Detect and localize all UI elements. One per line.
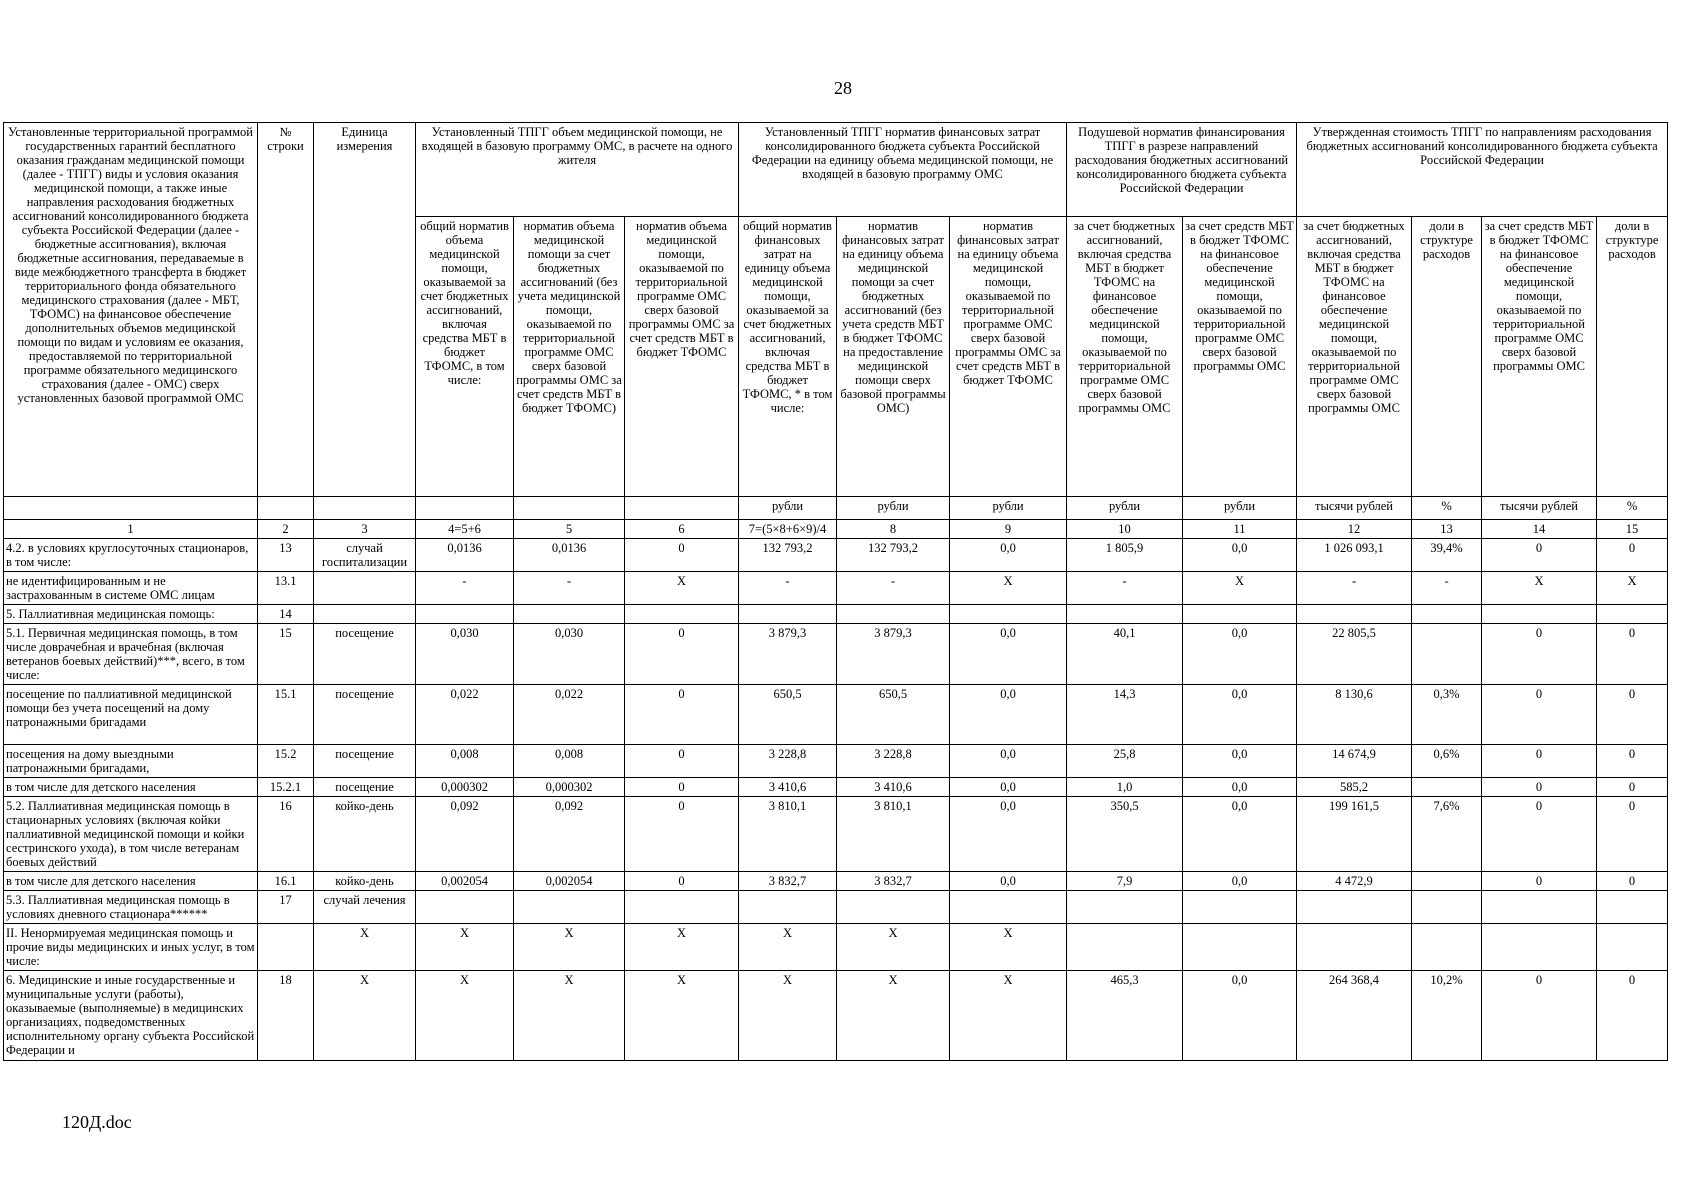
table-cell: 3 832,7 [837, 872, 950, 891]
table-cell [1297, 891, 1412, 924]
table-cell: 0,0 [1183, 971, 1297, 1061]
table-cell: 0,0136 [514, 539, 625, 572]
unit-cell: рубли [739, 497, 837, 520]
table-cell: X [514, 971, 625, 1061]
row-description: посещения на дому выездными патронажными бригадами, [4, 745, 258, 778]
table-cell: 0 [1597, 872, 1668, 891]
table-cell: посещение [314, 685, 416, 745]
table-cell: 0,0 [950, 539, 1067, 572]
table-cell [1597, 924, 1668, 971]
table-cell: 0 [625, 745, 739, 778]
table-cell: X [314, 924, 416, 971]
header-sub-11: за счет средств МБТ в бюджет ТФОМС на финансовое обеспечение медицинской помощи, оказываемой по территориальной программе ОМС сверх базовой программы ОМС [1183, 217, 1297, 497]
row-number: 13.1 [258, 572, 314, 605]
table-cell: посещение [314, 624, 416, 685]
row-description: не идентифицированным и не застрахованным в системе ОМС лицам [4, 572, 258, 605]
units-row [4, 497, 1668, 520]
table-cell: 0 [625, 778, 739, 797]
col-number: 7=(5×8+6×9)/4 [739, 520, 837, 539]
table-cell: 7,6% [1412, 797, 1482, 872]
table-cell: 0 [625, 685, 739, 745]
table-row [4, 778, 1668, 797]
table-cell [1482, 924, 1597, 971]
table-cell [514, 605, 625, 624]
unit-cell: рубли [1183, 497, 1297, 520]
table-cell: 0,000302 [514, 778, 625, 797]
table-cell: X [837, 924, 950, 971]
row-description: 6. Медицинские и иные государственные и муниципальные услуги (работы), оказываемые (выполняемые) в медицинских организациях, подведомственных исполнительному органу субъекта Российской Федерации и [4, 971, 258, 1061]
table-cell: - [514, 572, 625, 605]
table-cell [837, 605, 950, 624]
table-cell: 650,5 [837, 685, 950, 745]
table-cell [1067, 924, 1183, 971]
table-cell [1067, 891, 1183, 924]
table-cell: 0 [1597, 745, 1668, 778]
table-cell: 0,0 [950, 624, 1067, 685]
table-cell: - [1412, 572, 1482, 605]
table-cell: 3 410,6 [837, 778, 950, 797]
col-number: 5 [514, 520, 625, 539]
table-cell [314, 605, 416, 624]
table-cell: 0,3% [1412, 685, 1482, 745]
table-cell: 0 [1482, 539, 1597, 572]
table-cell: X [950, 971, 1067, 1061]
col-number: 15 [1597, 520, 1668, 539]
table-cell: X [950, 924, 1067, 971]
table-row [4, 872, 1668, 891]
col-number: 10 [1067, 520, 1183, 539]
table-cell [1183, 891, 1297, 924]
unit-cell [258, 497, 314, 520]
row-number: 15 [258, 624, 314, 685]
col-number: 3 [314, 520, 416, 539]
table-cell: 0,0 [1183, 685, 1297, 745]
table-cell: 39,4% [1412, 539, 1482, 572]
table-cell: 0 [625, 539, 739, 572]
table-cell [416, 891, 514, 924]
table-cell: 0,008 [416, 745, 514, 778]
table-cell [1183, 605, 1297, 624]
table-cell: X [739, 971, 837, 1061]
table-cell: X [837, 971, 950, 1061]
row-description: в том числе для детского населения [4, 872, 258, 891]
table-cell [1183, 924, 1297, 971]
table-cell: 0,008 [514, 745, 625, 778]
table-cell [1482, 891, 1597, 924]
header-per-capita-group: Подушевой норматив финансирования ТПГГ в разрезе направлений расходования бюджетных ассигнований консолидированного бюджета субъекта Российской Федерации [1067, 123, 1297, 217]
table-cell: 0,0 [950, 745, 1067, 778]
table-cell: 0,002054 [416, 872, 514, 891]
table-cell [739, 605, 837, 624]
table-cell: 1 026 093,1 [1297, 539, 1412, 572]
table-cell: 3 832,7 [739, 872, 837, 891]
table-cell: 0,0 [950, 685, 1067, 745]
row-number: 14 [258, 605, 314, 624]
table-row [4, 624, 1668, 685]
table-row [4, 797, 1668, 872]
header-sub-9: норматив финансовых затрат на единицу объема медицинской помощи, оказываемой по территориальной программе ОМС сверх базовой программы ОМС за счет средств МБТ в бюджет ТФОМС [950, 217, 1067, 497]
table-row [4, 685, 1668, 745]
header-row-number: № строки [258, 123, 314, 497]
table-cell: X [950, 572, 1067, 605]
table-cell: 0,0 [1183, 745, 1297, 778]
table-cell: койко-день [314, 797, 416, 872]
table-cell: 0,022 [514, 685, 625, 745]
table-cell: 585,2 [1297, 778, 1412, 797]
table-cell: X [416, 971, 514, 1061]
table-cell [514, 891, 625, 924]
table-cell: посещение [314, 778, 416, 797]
table-cell: 0,0 [950, 872, 1067, 891]
unit-cell [625, 497, 739, 520]
table-cell: 14,3 [1067, 685, 1183, 745]
unit-cell: тысячи рублей [1482, 497, 1597, 520]
header-sub-4: общий норматив объема медицинской помощи, оказываемой за счет бюджетных ассигнований, включая средства МБТ в бюджет ТФОМС, в том числе: [416, 217, 514, 497]
table-cell: - [837, 572, 950, 605]
unit-cell: рубли [837, 497, 950, 520]
table-cell: 650,5 [739, 685, 837, 745]
table-cell: 0 [1597, 797, 1668, 872]
table-cell: 0,0 [1183, 539, 1297, 572]
table-cell [837, 891, 950, 924]
row-number: 15.2.1 [258, 778, 314, 797]
col-number: 6 [625, 520, 739, 539]
header-sub-14: за счет средств МБТ в бюджет ТФОМС на финансовое обеспечение медицинской помощи, оказываемой по территориальной программе ОМС сверх базовой программы ОМС [1482, 217, 1597, 497]
table-cell [625, 891, 739, 924]
header-approved-cost-group: Утвержденная стоимость ТПГГ по направлениям расходования бюджетных ассигнований консолидированного бюджета субъекта Российской Федерации [1297, 123, 1668, 217]
table-cell [314, 572, 416, 605]
table-cell: 0,092 [416, 797, 514, 872]
unit-cell: тысячи рублей [1297, 497, 1412, 520]
table-cell: 3 228,8 [837, 745, 950, 778]
table-cell: 0,0 [1183, 797, 1297, 872]
row-number: 13 [258, 539, 314, 572]
col-number: 11 [1183, 520, 1297, 539]
table-cell: 199 161,5 [1297, 797, 1412, 872]
table-cell: X [739, 924, 837, 971]
table-cell: 0,030 [514, 624, 625, 685]
table-cell: 0 [625, 624, 739, 685]
table-cell: 0 [1597, 624, 1668, 685]
table-cell: 3 879,3 [837, 624, 950, 685]
table-body [4, 539, 1668, 1061]
table-cell: 132 793,2 [739, 539, 837, 572]
table-cell [739, 891, 837, 924]
table-cell: 0,0 [950, 778, 1067, 797]
table-cell: 1 805,9 [1067, 539, 1183, 572]
table-cell: койко-день [314, 872, 416, 891]
col-number: 4=5+6 [416, 520, 514, 539]
table-cell: 3 228,8 [739, 745, 837, 778]
table-cell: 0 [1597, 539, 1668, 572]
table-cell [625, 605, 739, 624]
table-cell: посещение [314, 745, 416, 778]
header-sub-15: доли в структуре расходов [1597, 217, 1668, 497]
table-cell: 0,000302 [416, 778, 514, 797]
table-cell [1412, 872, 1482, 891]
col-number: 12 [1297, 520, 1412, 539]
table-cell: 3 810,1 [739, 797, 837, 872]
table-cell: 0 [1482, 745, 1597, 778]
header-volume-group: Установленный ТПГГ объем медицинской помощи, не входящей в базовую программу ОМС, в расчете на одного жителя [416, 123, 739, 217]
table-cell: 8 130,6 [1297, 685, 1412, 745]
table-cell: 0,002054 [514, 872, 625, 891]
row-description: 5.1. Первичная медицинская помощь, в том числе доврачебная и врачебная (включая ветеранов боевых действий)***, всего, в том числе: [4, 624, 258, 685]
table-cell: - [739, 572, 837, 605]
unit-cell: рубли [950, 497, 1067, 520]
table-cell: - [416, 572, 514, 605]
table-cell: 3 810,1 [837, 797, 950, 872]
row-description: 5. Паллиативная медицинская помощь: [4, 605, 258, 624]
table-cell [1297, 924, 1412, 971]
table-cell: 0,0 [1183, 872, 1297, 891]
row-description: II. Ненормируемая медицинская помощь и прочие виды медицинских и иных услуг, в том числе: [4, 924, 258, 971]
table-row [4, 891, 1668, 924]
header-sub-6: норматив объема медицинской помощи, оказываемой по территориальной программе ОМС сверх базовой программы ОМС за счет средств МБТ в бюджет ТФОМС [625, 217, 739, 497]
table-cell: 465,3 [1067, 971, 1183, 1061]
table-cell: 10,2% [1412, 971, 1482, 1061]
table-cell: 7,9 [1067, 872, 1183, 891]
header-unit: Единица измерения [314, 123, 416, 497]
table-cell: случай лечения [314, 891, 416, 924]
row-description: 4.2. в условиях круглосуточных стационаров, в том числе: [4, 539, 258, 572]
table-cell: 0,6% [1412, 745, 1482, 778]
table-cell [1412, 778, 1482, 797]
row-description: 5.3. Паллиативная медицинская помощь в условиях дневного стационара****** [4, 891, 258, 924]
table-cell: X [625, 924, 739, 971]
page-number: 28 [834, 78, 852, 98]
table-cell: случай госпитализации [314, 539, 416, 572]
table-cell: X [416, 924, 514, 971]
unit-cell [514, 497, 625, 520]
table-cell: 0 [1597, 778, 1668, 797]
row-number: 15.2 [258, 745, 314, 778]
col-number: 13 [1412, 520, 1482, 539]
col-number: 9 [950, 520, 1067, 539]
table-cell [950, 891, 1067, 924]
table-cell [1597, 891, 1668, 924]
table-cell: 0 [1482, 872, 1597, 891]
unit-cell [314, 497, 416, 520]
table-cell [1067, 605, 1183, 624]
table-cell: 0 [1597, 971, 1668, 1061]
unit-cell [416, 497, 514, 520]
table-cell: 0,092 [514, 797, 625, 872]
header-sub-5: норматив объема медицинской помощи за счет бюджетных ассигнований (без учета медицинской помощи, оказываемой по территориальной программе ОМС сверх базовой программы ОМС за счет средств МБТ в бюджет ТФОМС) [514, 217, 625, 497]
header-description: Установленные территориальной программой государственных гарантий бесплатного оказания гражданам медицинской помощи (далее - ТПГГ) виды и условия оказания медицинской помощи, а также иные направления расходования бюджетных ассигнований консолидированного бюджета субъекта Российской Федерации (далее - бюджетные ассигнования), включая бюджетные ассигнования, передаваемые в виде межбюджетного трансферта в бюджет территориального фонда обязательного медицинского страхования (далее - МБТ, ТФОМС) на финансовое обеспечение дополнительных объемов медицинской помощи по видам и условиям ее оказания, предоставляемой по территориальной программе обязательного медицинского страхования (далее - ОМС) сверх установленных базовой программой ОМС [4, 123, 258, 497]
row-description: посещение по паллиативной медицинской помощи без учета посещений на дому патронажными бригадами [4, 685, 258, 745]
table-cell: 0,0136 [416, 539, 514, 572]
row-number: 18 [258, 971, 314, 1061]
col-number: 14 [1482, 520, 1597, 539]
table-row [4, 605, 1668, 624]
unit-cell: % [1412, 497, 1482, 520]
row-number: 16.1 [258, 872, 314, 891]
table-cell: X [625, 572, 739, 605]
unit-cell [4, 497, 258, 520]
table-cell: 1,0 [1067, 778, 1183, 797]
col-number: 8 [837, 520, 950, 539]
table-cell: 0 [625, 872, 739, 891]
table-cell [1297, 605, 1412, 624]
financing-table [3, 122, 1668, 1061]
header-sub-8: норматив финансовых затрат на единицу объема медицинской помощи за счет бюджетных ассигнований (без учета средств МБТ в бюджет ТФОМС на предоставление медицинской помощи сверх базовой программы ОМС) [837, 217, 950, 497]
table-cell: 0,022 [416, 685, 514, 745]
unit-cell: рубли [1067, 497, 1183, 520]
table-cell: X [625, 971, 739, 1061]
table-cell: 22 805,5 [1297, 624, 1412, 685]
table-cell: 0,0 [1183, 624, 1297, 685]
table-cell [1597, 605, 1668, 624]
table-cell [1482, 605, 1597, 624]
table-cell: 0 [1482, 685, 1597, 745]
unit-cell: % [1597, 497, 1668, 520]
col-number: 1 [4, 520, 258, 539]
row-description: в том числе для детского населения [4, 778, 258, 797]
table-cell: - [1297, 572, 1412, 605]
column-numbers-row [4, 520, 1668, 539]
col-number: 2 [258, 520, 314, 539]
row-number [258, 924, 314, 971]
table-cell [1412, 624, 1482, 685]
table-cell [1412, 924, 1482, 971]
table-cell [950, 605, 1067, 624]
row-number: 17 [258, 891, 314, 924]
table-cell: 14 674,9 [1297, 745, 1412, 778]
table-cell [1412, 605, 1482, 624]
table-row [4, 745, 1668, 778]
table-cell: 40,1 [1067, 624, 1183, 685]
table-cell: X [1597, 572, 1668, 605]
table-cell: 0,0 [1183, 778, 1297, 797]
table-cell: X [514, 924, 625, 971]
table-cell: 0,030 [416, 624, 514, 685]
table-cell: 132 793,2 [837, 539, 950, 572]
table-cell: X [1482, 572, 1597, 605]
table-cell [416, 605, 514, 624]
table-row [4, 539, 1668, 572]
table-row [4, 924, 1668, 971]
header-sub-10: за счет бюджетных ассигнований, включая средства МБТ в бюджет ТФОМС на финансовое обеспечение медицинской помощи, оказываемой по территориальной программе ОМС сверх базовой программы ОМС [1067, 217, 1183, 497]
row-description: 5.2. Паллиативная медицинская помощь в стационарных условиях (включая койки паллиативной медицинской помощи и койки сестринского ухода), в том числе ветеранам боевых действий [4, 797, 258, 872]
table-cell: - [1067, 572, 1183, 605]
table-cell: 264 368,4 [1297, 971, 1412, 1061]
table-cell: 4 472,9 [1297, 872, 1412, 891]
header-sub-7: общий норматив финансовых затрат на единицу объема медицинской помощи, оказываемой за счет бюджетных ассигнований, включая средства МБТ в бюджет ТФОМС, * в том числе: [739, 217, 837, 497]
table-row [4, 572, 1668, 605]
table-cell: 0 [1482, 624, 1597, 685]
table-cell: 3 879,3 [739, 624, 837, 685]
table-row [4, 971, 1668, 1061]
row-number: 16 [258, 797, 314, 872]
table-cell: 0 [625, 797, 739, 872]
table-cell: 3 410,6 [739, 778, 837, 797]
table-cell: 25,8 [1067, 745, 1183, 778]
table-cell: 0,0 [950, 797, 1067, 872]
document-filename: 120Д.doc [62, 1112, 132, 1132]
table-cell: 0 [1597, 685, 1668, 745]
header-sub-13: доли в структуре расходов [1412, 217, 1482, 497]
table-cell: 0 [1482, 797, 1597, 872]
header-cost-norm-group: Установленный ТПГГ норматив финансовых затрат консолидированного бюджета субъекта Российской Федерации на единицу объема медицинской помощи, не входящей в базовую программу ОМС [739, 123, 1067, 217]
table-cell: X [314, 971, 416, 1061]
table-cell: X [1183, 572, 1297, 605]
table-cell: 0 [1482, 971, 1597, 1061]
table-cell: 350,5 [1067, 797, 1183, 872]
header-sub-12: за счет бюджетных ассигнований, включая средства МБТ в бюджет ТФОМС на финансовое обеспечение медицинской помощи, оказываемой по территориальной программе ОМС сверх базовой программы ОМС [1297, 217, 1412, 497]
row-number: 15.1 [258, 685, 314, 745]
table-cell: 0 [1482, 778, 1597, 797]
table-cell [1412, 891, 1482, 924]
